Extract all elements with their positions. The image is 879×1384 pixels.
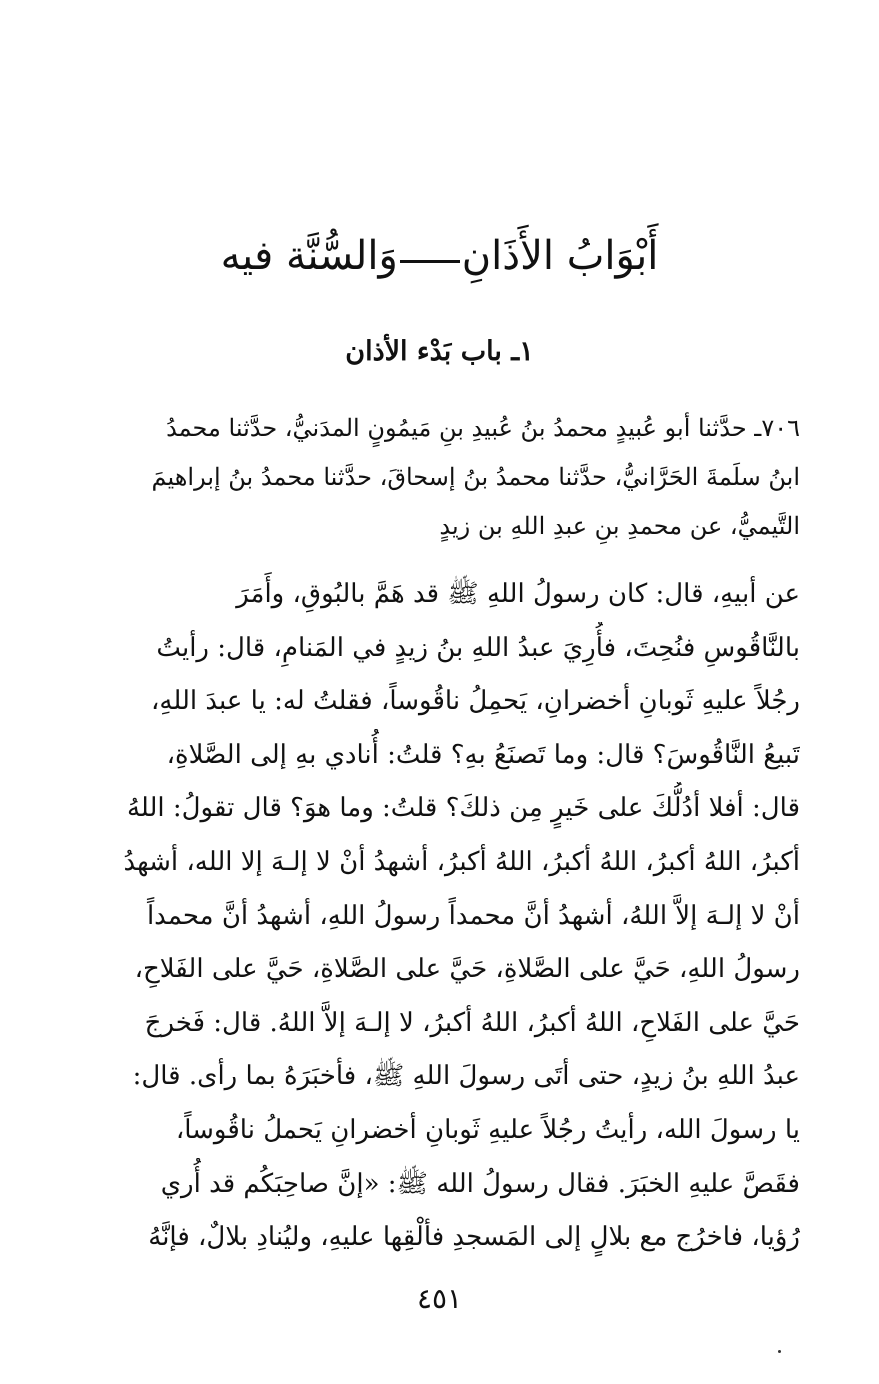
matn-line: حَيَّ على الفَلاحِ، اللهُ أكبرُ، اللهُ أكبرُ، لا إلـهَ إلاَّ اللهُ. قال: فَخرجَ (144, 1007, 800, 1038)
matn-line: قال: أفلا أدُلُّكَ على خَيرٍ مِن ذلكَ؟ قلتُ: وما هوَ؟ قال تقولُ: اللهُ (126, 793, 800, 824)
scan-speck (778, 1350, 781, 1353)
matn-line: رسولُ اللهِ، حَيَّ على الصَّلاةِ، حَيَّ على الصَّلاةِ، حَيَّ على الفَلاحِ، (134, 954, 800, 985)
isnad-line: التَّيميُّ، عن محمدِ بنِ عبدِ اللهِ بن زيدٍ (439, 512, 800, 540)
matn-line: يا رسولَ الله، رأيتُ رجُلاً عليهِ ثَوبانِ أخضرانِ يَحملُ ناقُوساً، (175, 1114, 800, 1145)
matn-line: بالنَّاقُوسِ فنُحِتَ، فأُرِيَ عبدُ اللهِ بنُ زيدٍ في المَنامِ، قال: رأيتُ (156, 632, 800, 663)
book-title-part-1: أَبْوَابُ الأَذَانِ (461, 233, 659, 279)
hadith-isnad (82, 404, 800, 551)
chapter-title: ١ـ باب بَدْء الأذان (345, 336, 534, 367)
matn-line: عبدُ اللهِ بنُ زيدٍ، حتى أتَى رسولَ اللهِ ﷺ، فأخبَرَهُ بما رأى. قال: (132, 1061, 800, 1092)
isnad-line: ٧٠٦ـ حدَّثنا أبو عُبيدٍ محمدُ بنُ عُبيدِ بنِ مَيمُونٍ المدَنيُّ، حدَّثنا محمدُ (166, 414, 800, 442)
book-section-title (0, 226, 879, 286)
matn-line: أكبرُ، اللهُ أكبرُ، اللهُ أكبرُ، اللهُ أكبرُ، أشهدُ أنْ لا إلـهَ إلا الله، أشهدُ (123, 846, 800, 877)
hadith-matn (82, 568, 800, 1265)
matn-line: تَبيعُ النَّاقُوسَ؟ قال: وما تَصنَعُ بهِ؟ قلتُ: أُنادي بهِ إلى الصَّلاةِ، (166, 739, 800, 770)
matn-line: رُؤيا، فاخرُج مع بلالٍ إلى المَسجدِ فألْقِها عليهِ، وليُنادِ بلالٌ، فإنَّهُ (148, 1222, 800, 1253)
title-kashida-stroke (400, 260, 460, 263)
book-title-part-2: وَالسُّنَّة فيه (220, 233, 398, 279)
matn-line: أنْ لا إلـهَ إلاَّ اللهُ، أشهدُ أنَّ محمداً رسولُ اللهِ، أشهدُ أنَّ محمداً (146, 900, 800, 931)
matn-line: عن أبيهِ، قال: كان رسولُ اللهِ ﷺ قد هَمَّ بالبُوقِ، وأَمَرَ (236, 579, 800, 609)
isnad-line: ابنُ سلَمةَ الحَرَّانيُّ، حدَّثنا محمدُ بنُ إسحاقَ، حدَّثنا محمدُ بنُ إبراهيمَ (151, 463, 800, 491)
page-number: ٤٥١ (416, 1282, 463, 1315)
matn-line: فقَصَّ عليهِ الخبَرَ. فقال رسولُ الله ﷺ: «إنَّ صاحِبَكُم قد أُري (160, 1168, 800, 1199)
matn-line: رجُلاً عليهِ ثَوبانِ أخضرانِ، يَحمِلُ ناقُوساً، فقلتُ له: يا عبدَ اللهِ، (151, 686, 800, 717)
